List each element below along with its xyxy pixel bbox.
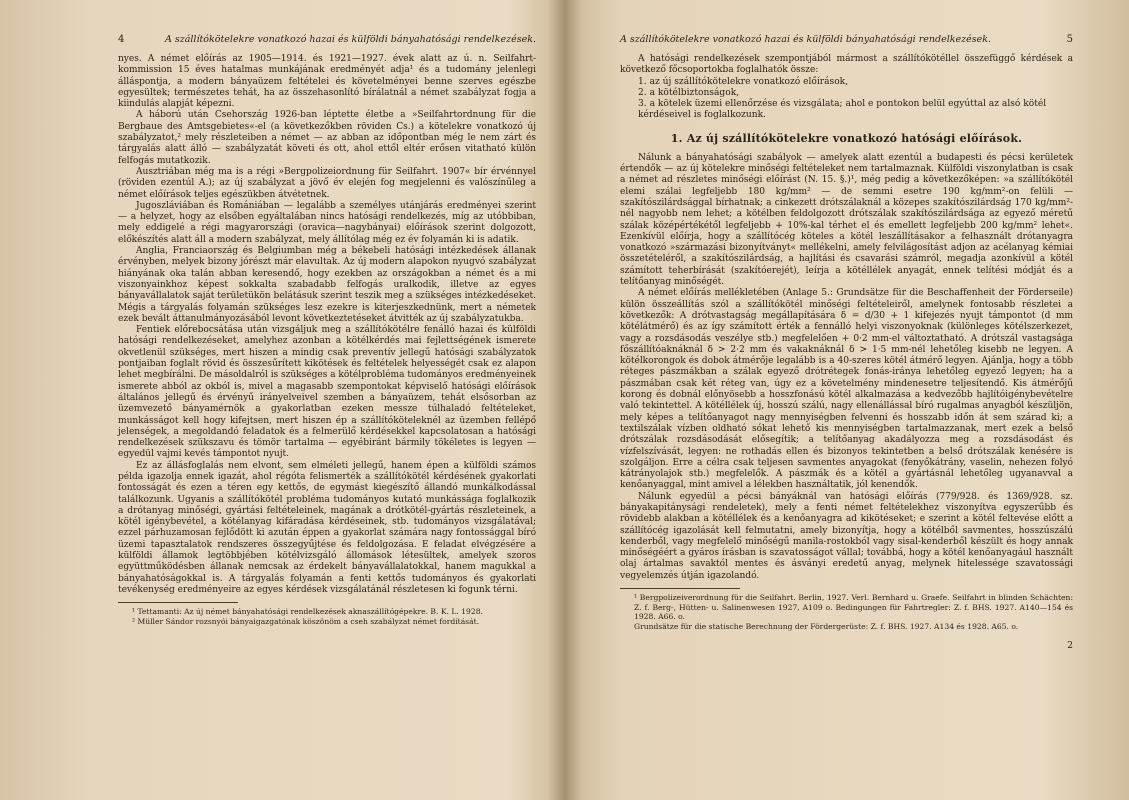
section-title: 1. Az új szállítókötelekre vonatkozó hatósági előírások. <box>670 131 1023 145</box>
paragraph: Jugoszláviában és Romániában — legalább a személyes utánjárás eredményei szerint — a helyzet, hogy az elsőben egyáltalában nincs hatósági rendelkezés, míg az utóbbiban, mely eddigelé a régi magyarországi (oravica—nagybányai) előírások szerint dolgozott, előkészítés alatt áll a modern szabályzat, mely állítólag még ez év folyamán ki is adatik. <box>118 200 536 245</box>
signature-mark: 2 <box>1067 641 1073 652</box>
footnote: ¹ Tettamanti: Az új német bányahatósági rendelkezések aknaszállítógépekre. B. K. L. 1928. <box>132 607 483 617</box>
footnote: ² Müller Sándor rozsnyói bányaigazgatónak köszönöm a cseh szabályzat német fordítását. <box>132 616 480 626</box>
paragraph: Ez az állásfoglalás nem elvont, sem elméleti jellegű, hanem épen a külföldi számos példa igazolja ennek igazát, ahol régóta felismerték a szállítókötél kérdésének gyakorlati fontosságát és ezen a téren egy kettős, de egymást kiegészítő állandó munkálkodással találkozunk. Ugyanis a szállítókötél probléma tudományos kutató munkássága foglalkozik a drótanyag minőségi, gyártási feltételeinek, magának a drótkötél-gyártás részleteinek, a kötél igénybevétel, a kötélanyag kifáradása kérdéseinek, stb. tudományos vizsgálatával; ezzel párhuzamosan fejlődött ki azután éppen a gyakorlat számára nagy fontossággal bíró üzemi tapasztalatok rendszeres összegyűjtése és feldolgozása. E feladat elvégzésére a külföldi államok legtöbbjében kötélvizsgáló állomások létesültek, amelyek szoros együttműködésben állanak nemcsak az érdekelt bányavállalatokkal, hanem magukkal a bányahatóságokkal is. A tárgyalás folyamán a fenti kettős tudományos és gyakorlati tevékenység eredményeire az egyes kérdések vizsgálatánál részletesen ki fogunk térni. <box>118 460 536 595</box>
footnote-rule <box>620 588 740 589</box>
paragraph: A hatósági rendelkezések szempontjából mármost a szállítókötéllel összefüggő kérdések a következő főcsoportokba foglalhatók össze: <box>620 54 1073 76</box>
paragraph: Nálunk egyedül a pécsi bányáknál van hatósági előírás (779/928. és 1369/928. sz. bányakapitánysági rendeletek), mely a fenti német feltételekhez viszonyítva egyszerűbb és rövidebb alakban a kötéllélek és a kenőanyagra ad kikötéseket; e szerint a kötél feltevése előtt a szállítócég igazolását kell felmutatni, amely bizonyítja, hogy a kötélből savmentes, hosszúszálú kenderből, vagy megfelelő minőségű manila-rostokból vagy sisal-kenderből készült és hogy annak minőségéért a gyáros írásban is szavatosságot vállal; továbbá, hogy a kötél kenőanyagául használt olaj ártalmas savaktól mentes és ásványi eredetű anyag, melynek hitelessége szavatossági vegyelemzés útján igazolandó. <box>620 491 1073 581</box>
paragraph: Fentiek előrebocsátása után vizsgáljuk meg a szállítókötélre fenálló hazai és külföldi hatósági rendelkezéseket, amelyhez azonban a kötélkérdés mai fejlettségének ismerete okvetlenül szükséges, mert hiszen a mindig csak preventív jellegű hatósági szabályzatok pontjaiban foglalt rövid és összesűrített kikötések és feltételek helyességét csak ez alapon lehet megbírálni. De másoldalról is szükséges a kötélprobléma tudományos eredményeinek ismerete abból az okból is, mivel a magasabb szempontokat képviselő hatósági előírások általános jellegű és érvényű irányelveivel szemben a bányaüzem, tehát elsősorban az üzemvezető bányamérnök a gyakorlatban ezeken messze túlhaladó feltételeket, munkásságot kell hogy kifejtsen, mert hiszen ép a szállítóköteleknél az üzemben fellépő jelenségek, a megoldandó feladatok és a felmerülő kérdésekkel kapcsolatosan a hatósági rendelkezések szükszavu és tömör tartalma — egyébiránt bármily tökéletes is legyen — egyedül vajmi kevés támpontot nyujt. <box>118 325 536 460</box>
paragraph: Ausztriában még ma is a régi »Bergpolizeiordnung für Seilfahrt. 1907« bír érvénnyel (röviden ezentúl A.); az új szabályzat a jövő év elején fog megjelenni és valószínűleg a német előírások teljes egészükben átvétetnek. <box>118 166 536 200</box>
paragraph: Anglia, Franciaország és Belgiumban még a békebeli hatósági intézkedések állanak érvényben, melyek bizony jórészt már elavultak. Az új modern alapokon nyugvó szabályzat hiányának oka talán abban keresendő, hogy ezekben az országokban a német és a mi viszonyainkhoz képest sokkalta szabadabb felfogás uralkodik, illetve az egyes bányavállalatok saját területükön belátásuk szerint teszik meg a szükséges intézkedéseket. Mégis a tárgyalás folyamán szükséges lesz ezekre is kiterjeszkednünk, mert a németek ezek bevált áttanulmányozásából levont következtetéseket átvitték az új szabályzatukba. <box>118 246 536 324</box>
footnote: Grundsätze für die statische Berechnung der Fördergerüste: Z. f. BHS. 1927. A134 és 1928. A65. o. <box>634 621 1019 631</box>
right-page-number: 5 <box>1066 34 1073 45</box>
paragraph: A német előírás mellékletében (Anlage 5.: Grundsätze für die Beschaffenheit der Förderseile) külön összeállítás szól a szállítókötél minőségi feltételeiről, amelynek fontosabb részletei a következők: A drótvastagság megállapítására δ = d/30 + 1 kifejezés nyujt támpontot (d mm kötélátmérő) és az így számított érték a fennálló helyi viszonyoknak (különleges kötélszerkezet, vagy a rozsdásodás veszélye stb.) megfelelően + 0·2 mm-el változtatható. A drótszál vastagsága főszállítóaknáknál δ > 2·2 mm és vakaknáknál δ > 1·5 mm-nél lehetőleg kisebb ne legyen. A kötélkorongok és dobok átmérője legalább is a 40-szeres kötél átmérő legyen. Ajánlja, hogy a több réteges pászmákban a szálak egyező drótrétegek fonás-iránya lehetőleg egyező legyen; ha a pászmában csak két réteg van, úgy ez a követelmény mindenesetre teljesítendő. Kis átmérőjű korong és dobnál előnyösebb a hosszfonású kötél alkalmazása a kedvezőbb hajlítóigénybevételre való tekintettel. A kötéllélek új, hosszú szálú, nagy ellenállással bíró rugalmas anyagból készüljön, mely képes a telítőanyagot nagy mennyiségben felvenni és hosszabb időn át sem szárad ki; a textilszálak vízben oldható sókat lehető kis mennyiségben tartalmazzanak, mert ezek a belső drótszálak rozsdásodását elősegítik; a telítőanyag akadályozza meg a rozsdásodást és vízfelszívását, legyen: ne rothadás ellen és bizonyos tekintetben a belső drótszálak kenésére is szolgáljon. Erre a célra csak teljesen savmentes anyagokat (fenyőkátrány, vaselin, nehezen folyó kátrányolajok stb.) megfelelők. A pászmák és a kötél a gyártásnál lehetőleg ugyanavval a kenőanyaggal, mint amivel a lélekben használtatik, jól kenendők. <box>620 288 1073 491</box>
right-running-head-title: A szállítókötelekre vonatkozó hazai és külföldi bányahatósági rendelkezések. <box>620 34 992 45</box>
paragraph: nyes. A német előírás az 1905—1914. és 1921—1927. évek alatt az ú. n. Seilfahrt-kommission 15 éves hatalmas munkájának eredményét adja¹ és a tudomány jelenlegi álláspontja, a modern bányaüzem feltételei és követelményei benne szerves egészbe egyesültek; természetes tehát, ha az összehasonlító bírálatnál a német szabályzat fogja a kiindulás alapját képezni. <box>118 54 536 110</box>
left-running-head-title: A szállítókötelekre vonatkozó hazai és külföldi bányahatósági rendelkezések. <box>164 34 536 45</box>
left-page <box>0 0 560 800</box>
right-running-head <box>620 34 1073 45</box>
paragraph: Nálunk a bányahatósági szabályok — amelyek alatt ezentúl a budapesti és pécsi kerületek értendők — az új kötelekre minőségi feltételeket nem tartalmaznak. Külföldi viszonylatban is csak a német ad részletes minőségi előírást (N. 15. §.)¹, még pedig a következőképen: »a szállítókötél elemi szálai legfeljebb 180 kg/mm² — de semmi esetre 190 kg/mm²-on felüli — szakítószilárdsággal bírhatnak; a cinkezett drótszálaknál a közepes szakítószilárdság 170 kg/mm²-nél nagyobb nem lehet; a kötélben feldolgozott drótszálak szakítószilárdsága az egyező méretű szálak középértékétől legfeljebb + 10%-kal térhet el és emellett legfeljebb 200 kg/mm² lehet«. Ezenkívül előírja, hogy a szállítócég köteles a kötél leszállításakor a felhasznált drótanyagra vonatkozó »származási bizonyítványt« mellékelni, amely felvilágosítást adjon az acélanyag kémiai összetételéről, a szakítószilárdság, a hajlítási és csavarási számról, megadja azonkívül a kötél számított teherbírását (szakítóerejét), leírja a kötéllélek anyagát, ennek telítési módját és a telítőanyag minőségét. <box>620 152 1073 288</box>
list-item: 1. az új szállítókötelekre vonatkozó előírások, <box>638 76 849 87</box>
list-item: 2. a kötélbiztonságok, <box>638 87 740 98</box>
footnote: ¹ Bergpolizeiverordnung für die Seilfahrt. Berlin, 1927. Verl. Bernhard u. Graefe. Seilfahrt in blinden Schächten: Z. f. Berg-, Hütten- u. Salinenwesen 1927, A109 o. Bedingungen für Fahrtregler: Z. f. BHS. 1927. A140—154 és 1928. A66. o. <box>634 593 1073 622</box>
list-item: 3. a kötelek üzemi ellenőrzése és vizsgálata; ahol e pontokon belül egyúttal az alsó kötél kérdéseivel is foglalkozunk. <box>638 99 1047 121</box>
right-page <box>568 0 1129 800</box>
paragraph: A háború után Csehország 1926-ban léptette életbe a »Seilfahrtordnung für die Bergbaue des Amtsgebietes«-el (a következőkben röviden Cs.) a kötelekre vonatkozó új szabályzatot,² mely részleteiben a német — az abban az időpontban még le nem zárt és tárgyalás alatt álló — szabályzatát követi és ott, ahol ettől eltér erősen vitatható külön felfogás mutatkozik. <box>118 110 536 166</box>
left-page-number: 4 <box>118 34 125 45</box>
left-running-head <box>118 34 536 45</box>
footnote-rule <box>118 602 238 603</box>
